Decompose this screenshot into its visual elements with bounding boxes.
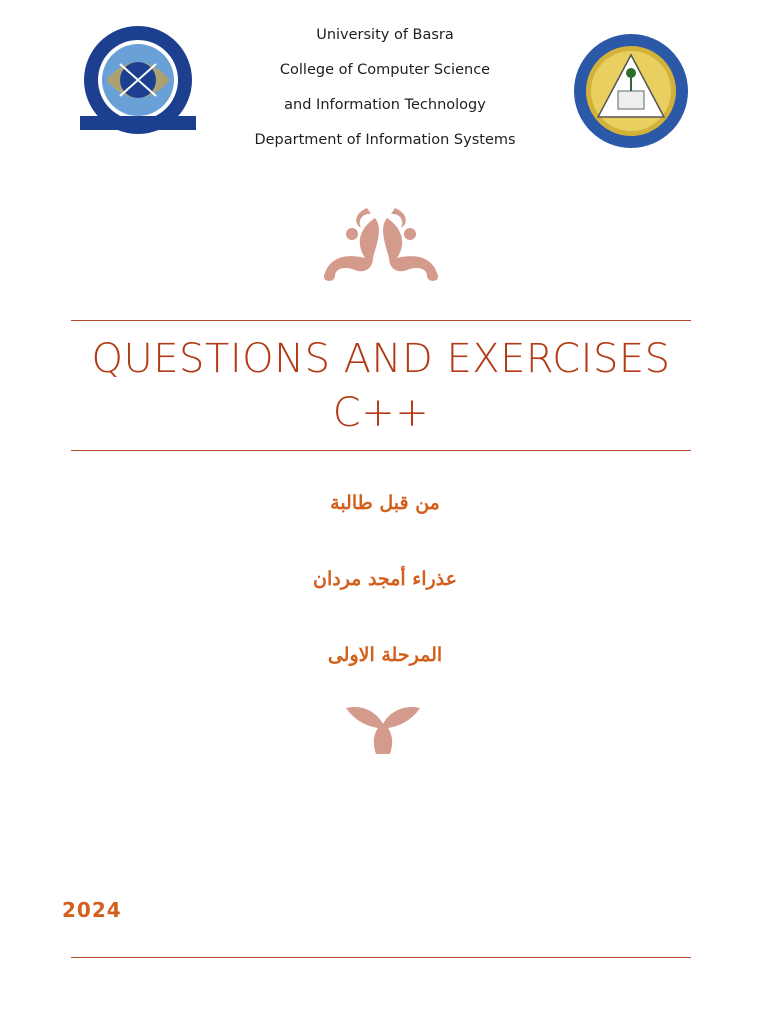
divider-bottom	[71, 957, 691, 958]
college-logo	[76, 24, 200, 138]
decorative-ornament-bottom	[342, 702, 424, 760]
university-name: University of Basra	[316, 27, 454, 43]
divider-middle	[71, 450, 691, 451]
academic-stage: المرحلة الاولى	[327, 644, 443, 666]
title-line-2: C++	[332, 390, 430, 436]
floral-ornament-icon	[305, 198, 457, 288]
document-title	[71, 332, 691, 440]
student-name: عذراء أمجد مردان	[313, 568, 457, 590]
institution-header	[200, 24, 570, 164]
college-name: College of Computer Science	[279, 62, 491, 78]
department-name: Department of Information Systems	[254, 132, 516, 148]
author-prefix: من قبل طالبة	[330, 492, 440, 514]
college-seal-icon	[76, 24, 200, 138]
year-label: 2024	[62, 898, 122, 922]
university-logo	[572, 33, 690, 149]
title-line-1: QUESTIONS AND EXERCISES	[91, 336, 671, 382]
decorative-ornament-top	[305, 198, 457, 288]
university-seal-icon	[572, 33, 690, 149]
divider-top	[71, 320, 691, 321]
leaf-ornament-icon	[342, 702, 424, 760]
college-name-continued: and Information Technology	[284, 97, 486, 113]
